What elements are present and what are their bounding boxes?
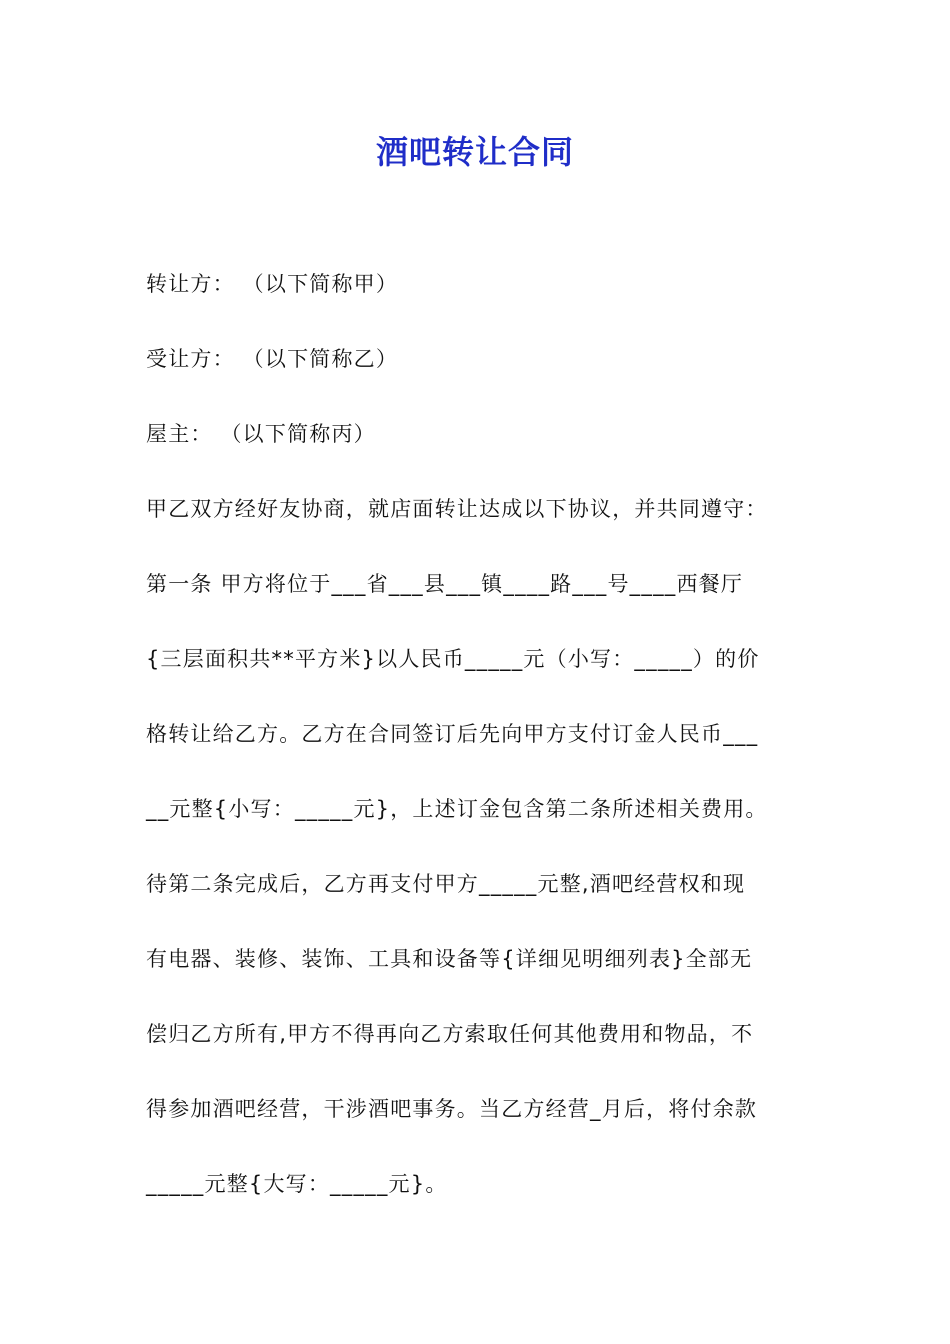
payment-line-5: _____元整{大写：_____元}。: [146, 1172, 448, 1196]
article-one-line-1: 第一条 甲方将位于___省___县___镇____路___号____西餐厅: [146, 572, 744, 596]
payment-line-1: 待第二条完成后，乙方再支付甲方_____元整,酒吧经营权和现: [146, 872, 746, 896]
transferee-line: 受让方： （以下简称乙）: [146, 347, 399, 371]
payment-line-3: 偿归乙方所有,甲方不得再向乙方索取任何其他费用和物品，不: [146, 1022, 754, 1046]
agreement-intro-line: 甲乙双方经好友协商，就店面转让达成以下协议，并共同遵守：: [146, 497, 768, 521]
article-one-line-2: {三层面积共**平方米}以人民币_____元（小写：_____）的价: [146, 647, 760, 671]
article-one-line-3: 格转让给乙方。乙方在合同签订后先向甲方支付订金人民币___: [146, 722, 759, 746]
payment-line-2: 有电器、装修、装饰、工具和设备等{详细见明细列表}全部无: [146, 947, 753, 971]
article-one-line-4: __元整{小写：_____元}，上述订金包含第二条所述相关费用。: [146, 797, 768, 821]
transferor-line: 转让方： （以下简称甲）: [146, 272, 399, 296]
document-title: 酒吧转让合同: [375, 133, 574, 171]
landlord-line: 屋主： （以下简称丙）: [146, 422, 376, 446]
payment-line-4: 得参加酒吧经营，干涉酒吧事务。当乙方经营_月后，将付余款: [146, 1097, 758, 1121]
